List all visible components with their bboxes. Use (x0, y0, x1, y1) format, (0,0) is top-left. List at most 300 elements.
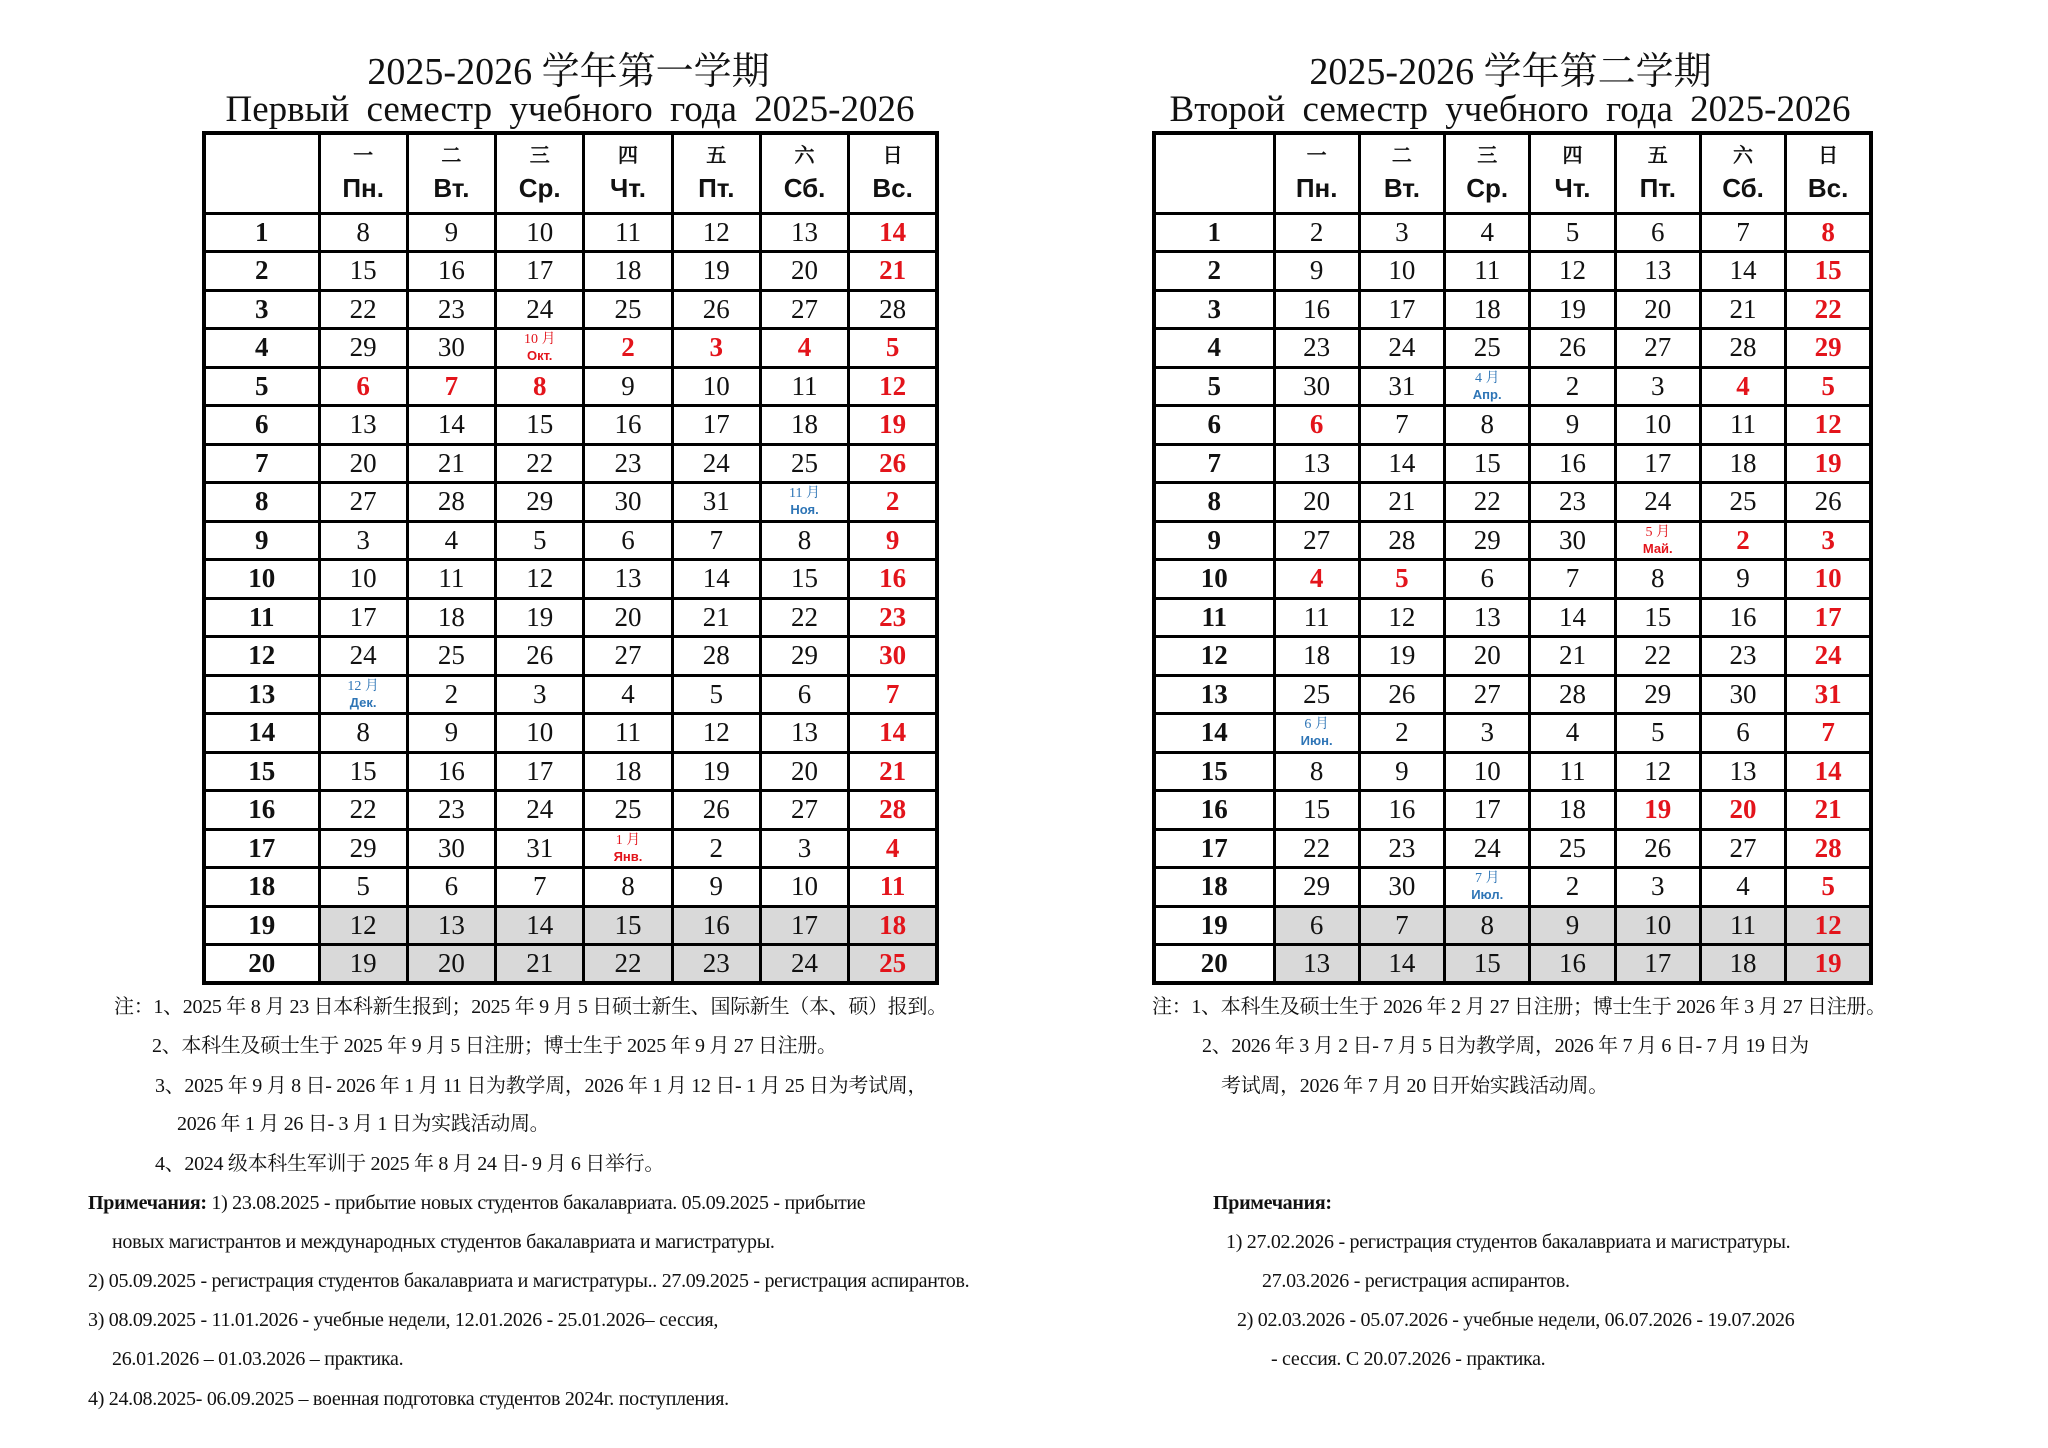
week-row (1154, 444, 1871, 483)
holiday-day-cell: 21 (849, 252, 937, 291)
day-cell: 11 (584, 714, 672, 753)
week-number: 12 (1154, 637, 1274, 676)
day-cell: 22 (1445, 483, 1530, 522)
day-cell: 29 (1445, 521, 1530, 560)
day-cell: 10 (496, 714, 584, 753)
month-label-ru: Июн. (1300, 733, 1333, 749)
weekday-ru: Пт. (698, 173, 735, 204)
holiday-day-cell: 28 (849, 791, 937, 830)
weekday-header (1700, 133, 1785, 213)
header-row (204, 133, 937, 213)
weekday-ru: Вт. (1383, 173, 1420, 204)
day-cell: 19 (1359, 637, 1444, 676)
day-cell: 17 (1615, 945, 1700, 984)
day-cell: 27 (1615, 329, 1700, 368)
day-cell: 24 (1445, 829, 1530, 868)
day-cell: 6 (760, 675, 848, 714)
day-cell: 17 (496, 252, 584, 291)
week-number: 8 (204, 483, 319, 522)
day-cell: 13 (1445, 598, 1530, 637)
day-cell: 2 (1530, 367, 1615, 406)
month-label-ru: Апр. (1472, 386, 1502, 402)
day-cell: 11 (1445, 252, 1530, 291)
day-cell: 11 (1700, 906, 1785, 945)
month-start-cell (760, 483, 848, 522)
day-cell: 5 (496, 521, 584, 560)
weekday-cn: 四 (617, 143, 638, 168)
week-row (204, 521, 937, 560)
month-label-cn: 4 月 (1474, 370, 1500, 386)
day-cell: 30 (407, 329, 495, 368)
week-row (204, 367, 937, 406)
day-cell: 29 (1615, 675, 1700, 714)
day-cell: 3 (760, 829, 848, 868)
day-cell: 14 (1530, 598, 1615, 637)
day-cell: 21 (672, 598, 760, 637)
weekday-header (1530, 133, 1615, 213)
day-cell: 15 (584, 906, 672, 945)
day-cell: 22 (319, 791, 407, 830)
day-cell: 23 (407, 791, 495, 830)
holiday-day-cell: 6 (319, 367, 407, 406)
holiday-day-cell: 4 (1700, 367, 1785, 406)
holiday-day-cell: 16 (849, 560, 937, 599)
day-cell: 25 (1530, 829, 1615, 868)
day-cell: 17 (1359, 290, 1444, 329)
holiday-day-cell: 12 (849, 367, 937, 406)
day-cell: 4 (1530, 714, 1615, 753)
day-cell: 15 (1445, 444, 1530, 483)
day-cell: 13 (407, 906, 495, 945)
day-cell: 17 (760, 906, 848, 945)
holiday-day-cell: 25 (849, 945, 937, 984)
day-cell: 9 (407, 714, 495, 753)
day-cell: 20 (760, 252, 848, 291)
month-label-cn: 10 月 (523, 332, 556, 348)
day-cell: 4 (1700, 868, 1785, 907)
holiday-day-cell: 5 (1359, 560, 1444, 599)
holiday-day-cell: 2 (1700, 521, 1785, 560)
week-row (204, 213, 937, 252)
day-cell: 15 (319, 252, 407, 291)
holiday-day-cell: 15 (1786, 252, 1871, 291)
day-cell: 25 (407, 637, 495, 676)
day-cell: 3 (319, 521, 407, 560)
day-cell: 16 (1359, 791, 1444, 830)
day-cell: 29 (1274, 868, 1359, 907)
month-label-cn: 7 月 (1474, 871, 1500, 887)
day-cell: 19 (496, 598, 584, 637)
week-row (1154, 483, 1871, 522)
day-cell: 16 (1700, 598, 1785, 637)
day-cell: 10 (760, 868, 848, 907)
week-row (204, 675, 937, 714)
day-cell: 26 (1786, 483, 1871, 522)
week-number: 2 (204, 252, 319, 291)
weekday-ru: Пн. (1295, 173, 1338, 204)
day-cell: 18 (1445, 290, 1530, 329)
weekday-ru: Сб. (1722, 173, 1764, 204)
day-cell: 23 (672, 945, 760, 984)
weekday-header (849, 133, 937, 213)
day-cell: 19 (672, 752, 760, 791)
month-start-cell (584, 829, 672, 868)
day-cell: 7 (1359, 406, 1444, 445)
holiday-day-cell: 19 (849, 406, 937, 445)
day-cell: 18 (1700, 444, 1785, 483)
s1-note-ru-4: 4) 24.08.2025- 06.09.2025 – военная подготовка студентов 2024г. поступления. (88, 1388, 729, 1410)
day-cell: 5 (1615, 714, 1700, 753)
weekday-header (1274, 133, 1359, 213)
day-cell: 15 (319, 752, 407, 791)
s1-note-cn-3: 3、2025 年 9 月 8 日- 2026 年 1 月 11 日为教学周，2026 年 1 月 12 日- 1 月 25 日为考试周， (155, 1075, 928, 1097)
day-cell: 11 (407, 560, 495, 599)
holiday-day-cell: 3 (672, 329, 760, 368)
semester1-title-cn: 2025-2026 学年第一学期 (367, 51, 770, 93)
holiday-day-cell: 2 (584, 329, 672, 368)
day-cell: 18 (584, 752, 672, 791)
day-cell: 31 (496, 829, 584, 868)
week-row (204, 329, 937, 368)
day-cell: 28 (407, 483, 495, 522)
s2-note-ru-2: 2) 02.03.2026 - 05.07.2026 - учебные недели, 06.07.2026 - 19.07.2026 (1237, 1309, 1795, 1331)
month-label-ru: Окт. (526, 348, 553, 364)
day-cell: 3 (496, 675, 584, 714)
holiday-day-cell: 19 (1786, 945, 1871, 984)
day-cell: 22 (1274, 829, 1359, 868)
day-cell: 29 (319, 329, 407, 368)
day-cell: 2 (672, 829, 760, 868)
day-cell: 25 (1445, 329, 1530, 368)
week-number: 10 (1154, 560, 1274, 599)
holiday-day-cell: 5 (849, 329, 937, 368)
weekday-cn: 三 (529, 143, 550, 168)
day-cell: 31 (672, 483, 760, 522)
weekday-cn: 五 (1647, 143, 1668, 168)
day-cell: 23 (1530, 483, 1615, 522)
day-cell: 20 (1445, 637, 1530, 676)
day-cell: 24 (1615, 483, 1700, 522)
day-cell: 17 (672, 406, 760, 445)
week-row (1154, 252, 1871, 291)
week-row (1154, 290, 1871, 329)
weekday-ru: Пт. (1639, 173, 1676, 204)
s2-note-ru-1b: 27.03.2026 - регистрация аспирантов. (1262, 1270, 1570, 1292)
s2-notes-ru-label-text: Примечания: (1213, 1192, 1332, 1214)
day-cell: 16 (407, 252, 495, 291)
day-cell: 27 (584, 637, 672, 676)
holiday-day-cell: 3 (1786, 521, 1871, 560)
day-cell: 13 (1274, 945, 1359, 984)
holiday-day-cell: 2 (849, 483, 937, 522)
week-number: 5 (204, 367, 319, 406)
holiday-day-cell: 14 (849, 714, 937, 753)
day-cell: 21 (1700, 290, 1785, 329)
day-cell: 28 (1700, 329, 1785, 368)
s1-note-ru-2: 2) 05.09.2025 - регистрация студентов бакалавриата и магистратуры.. 27.09.2025 - регистрация аспирантов. (88, 1270, 970, 1292)
day-cell: 18 (407, 598, 495, 637)
week-number: 5 (1154, 367, 1274, 406)
s2-notes-ru-label (1213, 1191, 1332, 1215)
day-cell: 13 (1700, 752, 1785, 791)
week-row (1154, 329, 1871, 368)
day-cell: 21 (1530, 637, 1615, 676)
day-cell: 26 (1530, 329, 1615, 368)
day-cell: 10 (1615, 906, 1700, 945)
week-row (1154, 675, 1871, 714)
s1-note-ru-1b: новых магистрантов и международных студентов бакалавриата и магистратуры. (112, 1231, 775, 1253)
week-row (204, 868, 937, 907)
weekday-header (760, 133, 848, 213)
week-row (1154, 598, 1871, 637)
day-cell: 27 (1445, 675, 1530, 714)
week-number: 13 (1154, 675, 1274, 714)
month-start-cell (1445, 367, 1530, 406)
week-row (204, 637, 937, 676)
day-cell: 27 (319, 483, 407, 522)
week-row (1154, 714, 1871, 753)
s2-note-cn-2: 2、2026 年 3 月 2 日- 7 月 5 日为教学周，2026 年 7 月 6 日- 7 月 19 日为 (1202, 1035, 1809, 1057)
holiday-day-cell: 19 (1786, 444, 1871, 483)
week-number: 17 (1154, 829, 1274, 868)
holiday-day-cell: 7 (1786, 714, 1871, 753)
weekday-cn: 六 (1733, 143, 1754, 168)
day-cell: 10 (319, 560, 407, 599)
week-row (204, 483, 937, 522)
month-label-ru: Июл. (1471, 887, 1504, 903)
weekday-cn: 二 (441, 143, 462, 168)
day-cell: 14 (496, 906, 584, 945)
day-cell: 18 (1700, 945, 1785, 984)
weekday-ru: Вс. (872, 173, 913, 204)
day-cell: 16 (1530, 444, 1615, 483)
week-row (1154, 906, 1871, 945)
day-cell: 8 (1274, 752, 1359, 791)
month-label-cn: 6 月 (1304, 717, 1329, 733)
day-cell: 14 (672, 560, 760, 599)
month-label-ru: Дек. (349, 694, 377, 710)
week-row (1154, 829, 1871, 868)
week-number: 6 (204, 406, 319, 445)
month-start-cell (319, 675, 407, 714)
holiday-day-cell: 8 (496, 367, 584, 406)
day-cell: 31 (1359, 367, 1444, 406)
semester1-calendar-table (202, 131, 939, 985)
week-row (204, 714, 937, 753)
weekday-cn: 二 (1391, 143, 1412, 168)
week-number: 4 (1154, 329, 1274, 368)
day-cell: 7 (672, 521, 760, 560)
day-cell: 22 (319, 290, 407, 329)
day-cell: 16 (1274, 290, 1359, 329)
day-cell: 25 (1700, 483, 1785, 522)
holiday-day-cell: 21 (849, 752, 937, 791)
day-cell: 2 (1274, 213, 1359, 252)
day-cell: 15 (1445, 945, 1530, 984)
weekday-cn: 四 (1562, 143, 1583, 168)
day-cell: 9 (407, 213, 495, 252)
holiday-day-cell: 28 (1786, 829, 1871, 868)
day-cell: 14 (407, 406, 495, 445)
day-cell: 6 (1700, 714, 1785, 753)
week-number: 11 (1154, 598, 1274, 637)
day-cell: 29 (496, 483, 584, 522)
week-row (204, 906, 937, 945)
holiday-day-cell: 14 (1786, 752, 1871, 791)
day-cell: 29 (760, 637, 848, 676)
day-cell: 26 (1359, 675, 1444, 714)
weekday-ru: Пн. (342, 173, 384, 204)
week-number: 14 (204, 714, 319, 753)
week-number: 16 (1154, 791, 1274, 830)
day-cell: 20 (1274, 483, 1359, 522)
month-label-ru: Янв. (613, 848, 643, 864)
week-number: 19 (204, 906, 319, 945)
day-cell: 13 (1274, 444, 1359, 483)
day-cell: 7 (496, 868, 584, 907)
week-number: 10 (204, 560, 319, 599)
week-number: 7 (204, 444, 319, 483)
day-cell: 16 (672, 906, 760, 945)
day-cell: 9 (1530, 906, 1615, 945)
week-row (1154, 521, 1871, 560)
week-row (204, 752, 937, 791)
week-number: 15 (1154, 752, 1274, 791)
semester2-title-ru: Второй семестр учебного года 2025-2026 (1169, 89, 1851, 130)
day-cell: 12 (319, 906, 407, 945)
month-label-cn: 5 月 (1645, 524, 1671, 540)
week-number: 3 (204, 290, 319, 329)
day-cell: 11 (1700, 406, 1785, 445)
day-cell: 28 (849, 290, 937, 329)
day-cell: 10 (1615, 406, 1700, 445)
day-cell: 28 (1530, 675, 1615, 714)
week-number: 6 (1154, 406, 1274, 445)
s1-notes-ru-label: Примечания: (88, 1192, 207, 1214)
day-cell: 30 (1359, 868, 1444, 907)
day-cell: 24 (496, 290, 584, 329)
day-cell: 12 (1359, 598, 1444, 637)
weekday-ru: Чт. (610, 173, 646, 204)
weekday-ru: Вт. (433, 173, 470, 204)
day-cell: 7 (1530, 560, 1615, 599)
day-cell: 9 (1700, 560, 1785, 599)
weekday-ru: Сб. (783, 173, 826, 204)
holiday-day-cell: 4 (760, 329, 848, 368)
s2-note-cn-1: 注：1、本科生及硕士生于 2026 年 2 月 27 日注册；博士生于 2026 年 3 月 27 日注册。 (1152, 996, 1886, 1018)
week-row (204, 829, 937, 868)
week-row (204, 290, 937, 329)
day-cell: 27 (760, 791, 848, 830)
day-cell: 16 (1530, 945, 1615, 984)
month-start-cell (1274, 714, 1359, 753)
holiday-day-cell: 11 (849, 868, 937, 907)
day-cell: 16 (407, 752, 495, 791)
s2-note-cn-2b: 考试周，2026 年 7 月 20 日开始实践活动周。 (1221, 1075, 1608, 1097)
week-number: 1 (1154, 213, 1274, 252)
day-cell: 26 (1615, 829, 1700, 868)
holiday-day-cell: 31 (1786, 675, 1871, 714)
day-cell: 23 (1700, 637, 1785, 676)
week-row (1154, 868, 1871, 907)
day-cell: 9 (672, 868, 760, 907)
day-cell: 8 (1445, 406, 1530, 445)
day-cell: 9 (1359, 752, 1444, 791)
day-cell: 17 (1615, 444, 1700, 483)
day-cell: 13 (584, 560, 672, 599)
header-row (1154, 133, 1871, 213)
holiday-day-cell: 4 (1274, 560, 1359, 599)
holiday-day-cell: 12 (1786, 406, 1871, 445)
weekday-header (407, 133, 495, 213)
s1-note-cn-2: 2、本科生及硕士生于 2025 年 9 月 5 日注册；博士生于 2025 年 9 月 27 日注册。 (152, 1035, 837, 1057)
month-label-cn: 1 月 (615, 832, 641, 848)
week-number: 9 (204, 521, 319, 560)
day-cell: 2 (407, 675, 495, 714)
week-header-cell (1154, 133, 1274, 213)
s1-note-cn-3b: 2026 年 1 月 26 日- 3 月 1 日为实践活动周。 (177, 1113, 550, 1135)
day-cell: 6 (407, 868, 495, 907)
day-cell: 20 (760, 752, 848, 791)
day-cell: 13 (760, 714, 848, 753)
holiday-day-cell: 4 (849, 829, 937, 868)
day-cell: 30 (1530, 521, 1615, 560)
day-cell: 26 (672, 290, 760, 329)
day-cell: 8 (584, 868, 672, 907)
day-cell: 24 (672, 444, 760, 483)
holiday-day-cell: 26 (849, 444, 937, 483)
semester2-title-cn: 2025-2026 学年第二学期 (1309, 51, 1712, 93)
s2-note-ru-1: 1) 27.02.2026 - регистрация студентов бакалавриата и магистратуры. (1226, 1231, 1791, 1253)
holiday-day-cell: 7 (849, 675, 937, 714)
holiday-day-cell: 19 (1615, 791, 1700, 830)
day-cell: 20 (584, 598, 672, 637)
day-cell: 3 (1615, 367, 1700, 406)
day-cell: 8 (760, 521, 848, 560)
day-cell: 15 (1615, 598, 1700, 637)
day-cell: 30 (584, 483, 672, 522)
day-cell: 16 (584, 406, 672, 445)
week-row (1154, 752, 1871, 791)
weekday-header (672, 133, 760, 213)
day-cell: 24 (496, 791, 584, 830)
holiday-day-cell: 9 (849, 521, 937, 560)
week-row (204, 444, 937, 483)
day-cell: 4 (584, 675, 672, 714)
day-cell: 13 (319, 406, 407, 445)
day-cell: 18 (584, 252, 672, 291)
s2-note-ru-2b: - сессия. С 20.07.2026 - практика. (1271, 1348, 1546, 1370)
week-number: 2 (1154, 252, 1274, 291)
month-start-cell (496, 329, 584, 368)
day-cell: 22 (584, 945, 672, 984)
day-cell: 4 (1445, 213, 1530, 252)
holiday-day-cell: 14 (849, 213, 937, 252)
week-row (204, 791, 937, 830)
week-row (1154, 213, 1871, 252)
day-cell: 12 (672, 213, 760, 252)
weekday-cn: 日 (1818, 143, 1839, 168)
day-cell: 27 (760, 290, 848, 329)
holiday-day-cell: 18 (849, 906, 937, 945)
weekday-header (1359, 133, 1444, 213)
day-cell: 15 (760, 560, 848, 599)
week-row (204, 560, 937, 599)
week-row (204, 598, 937, 637)
day-cell: 10 (496, 213, 584, 252)
day-cell: 21 (1359, 483, 1444, 522)
day-cell: 29 (319, 829, 407, 868)
